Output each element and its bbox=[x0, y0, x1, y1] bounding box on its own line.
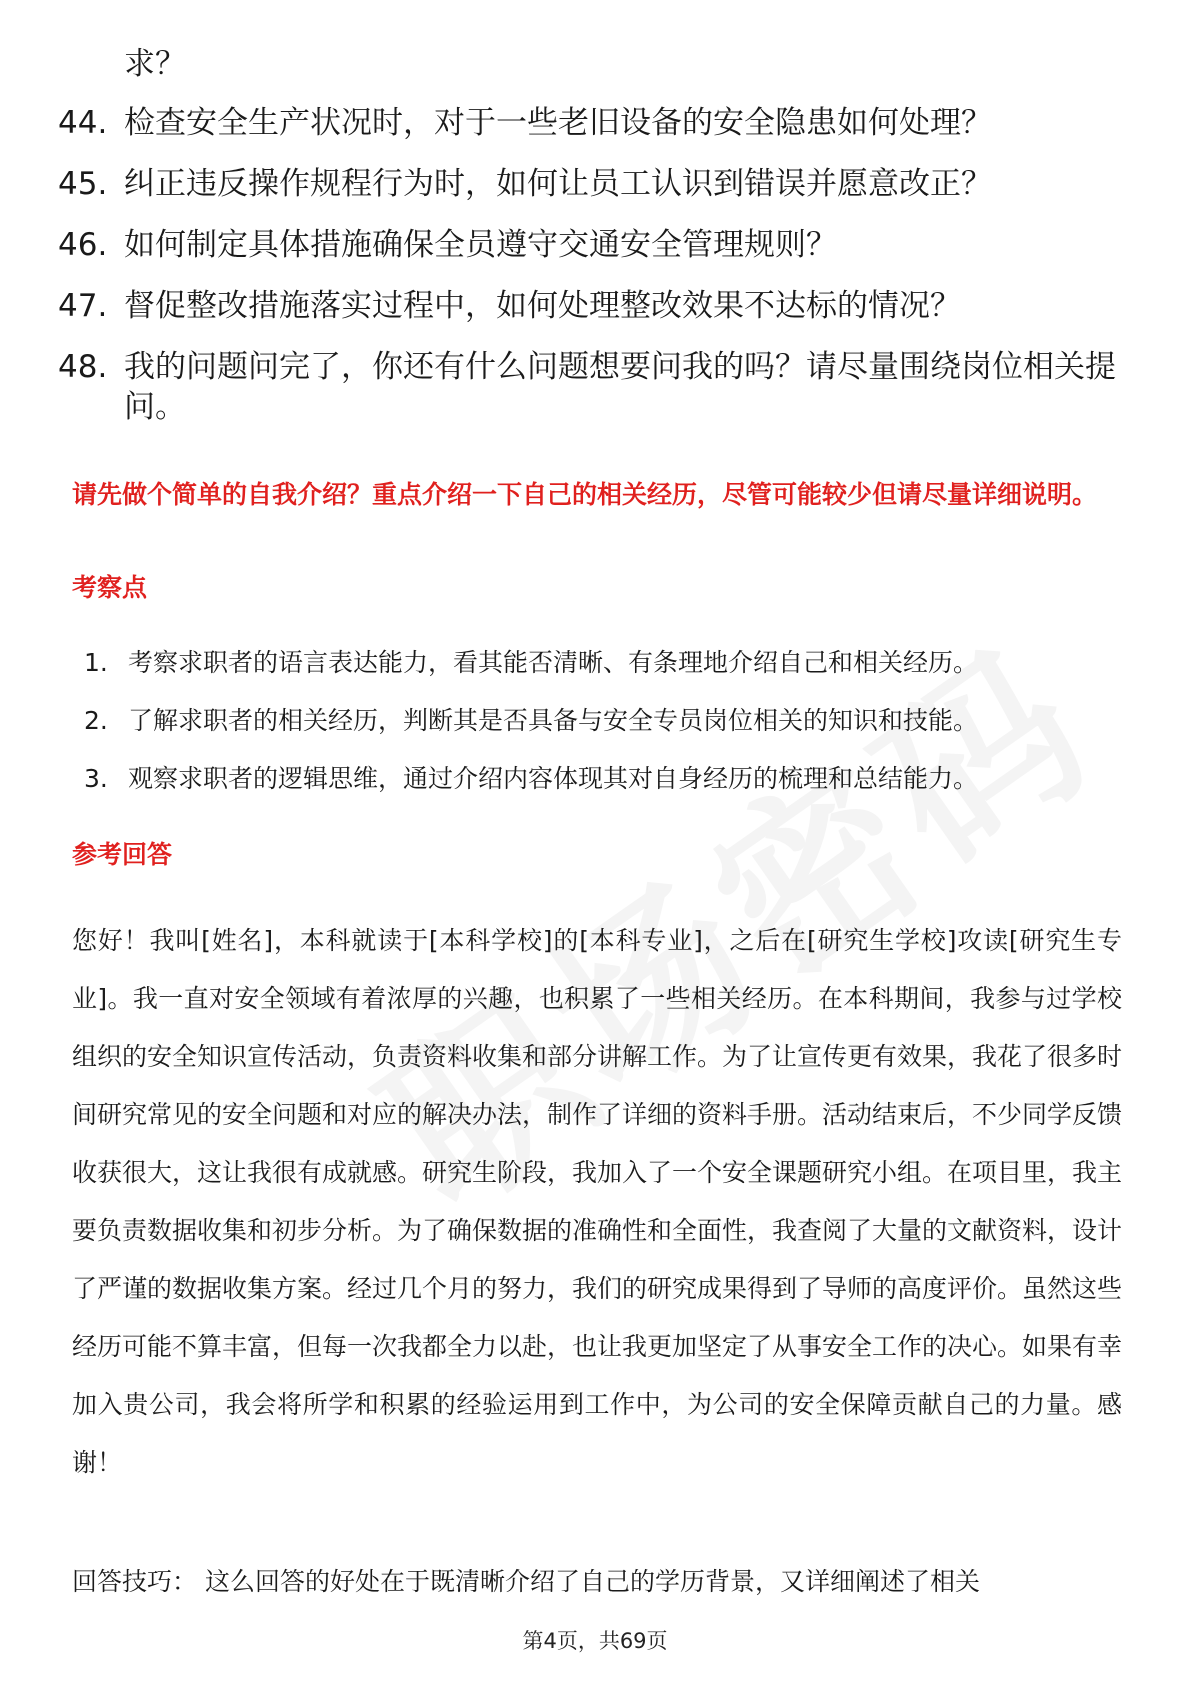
point-text: 了解求职者的相关经历，判断其是否具备与安全专员岗位相关的知识和技能。 bbox=[128, 706, 979, 735]
question-number: 46. bbox=[58, 227, 108, 263]
reference-answer: 您好！我叫[姓名]，本科就读于[本科学校]的[本科专业]，之后在[研究生学校]攻读[研究生专业]。我一直对安全领域有着浓厚的兴趣，也积累了一些相关经历。在本科期间，我参与过学校组织的安全知识宣传活动，负责资料收集和部分讲解工作。为了让宣传更有效果，我花了很多时间研究常见的安全问题和对应的解决办法，制作了详细的资料手册。活动结束后，不少同学反馈收获很大，这让我很有成就感。研究生阶段，我加入了一个安全课题研究小组。在项目里，我主要负责数据收集和初步分析。为了确保数据的准确性和全面性，我查阅了大量的文献资料，设计了严谨的数据收集方案。经过几个月的努力，我们的研究成果得到了导师的高度评价。虽然这些经历可能不算丰富，但每一次我都全力以赴，也让我更加坚定了从事安全工作的决心。如果有幸加入贵公司，我会将所学和积累的经验运用到工作中，为公司的安全保障贡献自己的力量。感谢！ bbox=[72, 926, 1123, 1477]
question-text: 检查安全生产状况时，对于一些老旧设备的安全隐患如何处理？ bbox=[124, 105, 992, 141]
question-title: 请先做个简单的自我介绍？重点介绍一下自己的相关经历，尽管可能较少但请尽量详细说明。 bbox=[72, 480, 1098, 509]
point-number: 2. bbox=[84, 706, 108, 735]
point-number: 3. bbox=[84, 764, 108, 793]
point-text: 观察求职者的逻辑思维，通过介绍内容体现其对自身经历的梳理和总结能力。 bbox=[128, 764, 979, 793]
point-text: 考察求职者的语言表达能力，看其能否清晰、有条理地介绍自己和相关经历。 bbox=[128, 648, 979, 677]
question-item bbox=[58, 103, 1138, 143]
examination-point bbox=[84, 703, 1124, 739]
question-number: 47. bbox=[58, 288, 108, 324]
examination-points bbox=[84, 645, 1124, 819]
examination-point bbox=[84, 645, 1124, 681]
question-text: 纠正违反操作规程行为时，如何让员工认识到错误并愿意改正？ bbox=[124, 166, 992, 202]
question-number: 45. bbox=[58, 166, 108, 202]
question-number: 44. bbox=[58, 105, 108, 141]
answer-tips: 回答技巧： 这么回答的好处在于既清晰介绍了自己的学历背景，又详细阐述了相关 bbox=[72, 1567, 980, 1596]
examination-point bbox=[84, 761, 1124, 797]
examination-heading: 考察点 bbox=[72, 573, 148, 602]
question-continuation: 求？ bbox=[124, 46, 186, 82]
question-item bbox=[58, 286, 1138, 326]
reference-heading: 参考回答 bbox=[72, 840, 173, 869]
question-text: 督促整改措施落实过程中，如何处理整改效果不达标的情况？ bbox=[124, 288, 961, 324]
question-item bbox=[58, 225, 1138, 265]
question-item bbox=[58, 347, 1138, 427]
page-footer: 第4页，共69页 bbox=[522, 1629, 668, 1653]
question-text: 如何制定具体措施确保全员遵守交通安全管理规则？ bbox=[124, 227, 837, 263]
question-text: 我的问题问完了，你还有什么问题想要问我的吗？请尽量围绕岗位相关提问。 bbox=[124, 349, 1116, 425]
question-number: 48. bbox=[58, 349, 108, 385]
question-item bbox=[58, 164, 1138, 204]
point-number: 1. bbox=[84, 648, 108, 677]
question-list bbox=[58, 42, 1138, 448]
